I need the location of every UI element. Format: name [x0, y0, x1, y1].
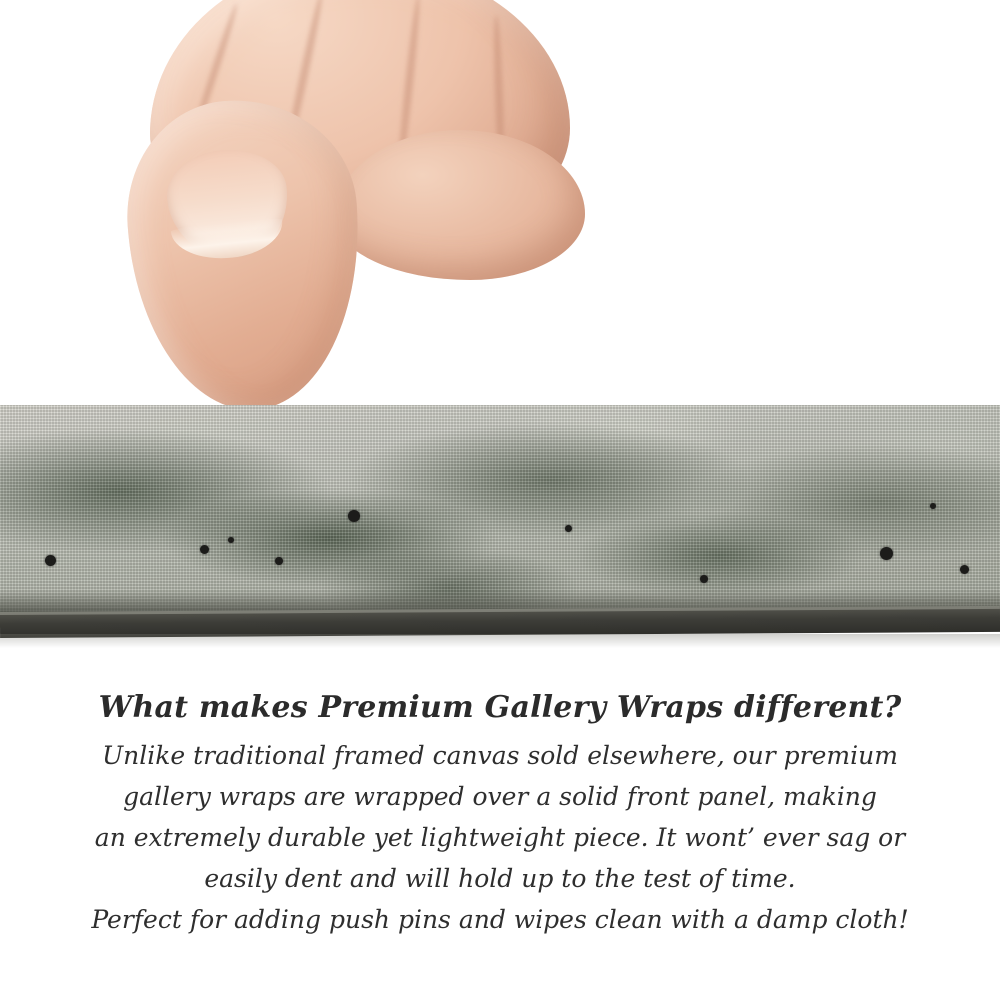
caption-body	[0, 735, 1000, 940]
canvas-speck	[565, 525, 572, 532]
canvas-speck	[700, 575, 708, 583]
canvas-weave-texture	[0, 405, 1000, 620]
canvas-speck	[880, 547, 893, 560]
caption-line: Unlike traditional framed canvas sold elsewhere, our premium	[102, 741, 898, 770]
caption-line: an extremely durable yet lightweight piece. It wont’ ever sag or	[94, 823, 906, 852]
canvas-speck	[348, 510, 360, 522]
canvas-speck	[275, 557, 283, 565]
caption-line: Perfect for adding push pins and wipes clean with a damp cloth!	[91, 905, 909, 934]
hand-image	[120, 0, 590, 430]
canvas-speck	[930, 503, 936, 509]
canvas-wrap-strip	[0, 405, 1000, 620]
canvas-drop-shadow	[0, 634, 1000, 648]
canvas-speck	[200, 545, 209, 554]
canvas-speck	[228, 537, 234, 543]
canvas-speck	[960, 565, 969, 574]
caption-block	[0, 690, 1000, 940]
caption-heading: What makes Premium Gallery Wraps different?	[98, 690, 902, 725]
canvas-speck	[45, 555, 56, 566]
caption-line: gallery wraps are wrapped over a solid front panel, making	[123, 782, 877, 811]
caption-line: easily dent and will hold up to the test of time.	[204, 864, 796, 893]
